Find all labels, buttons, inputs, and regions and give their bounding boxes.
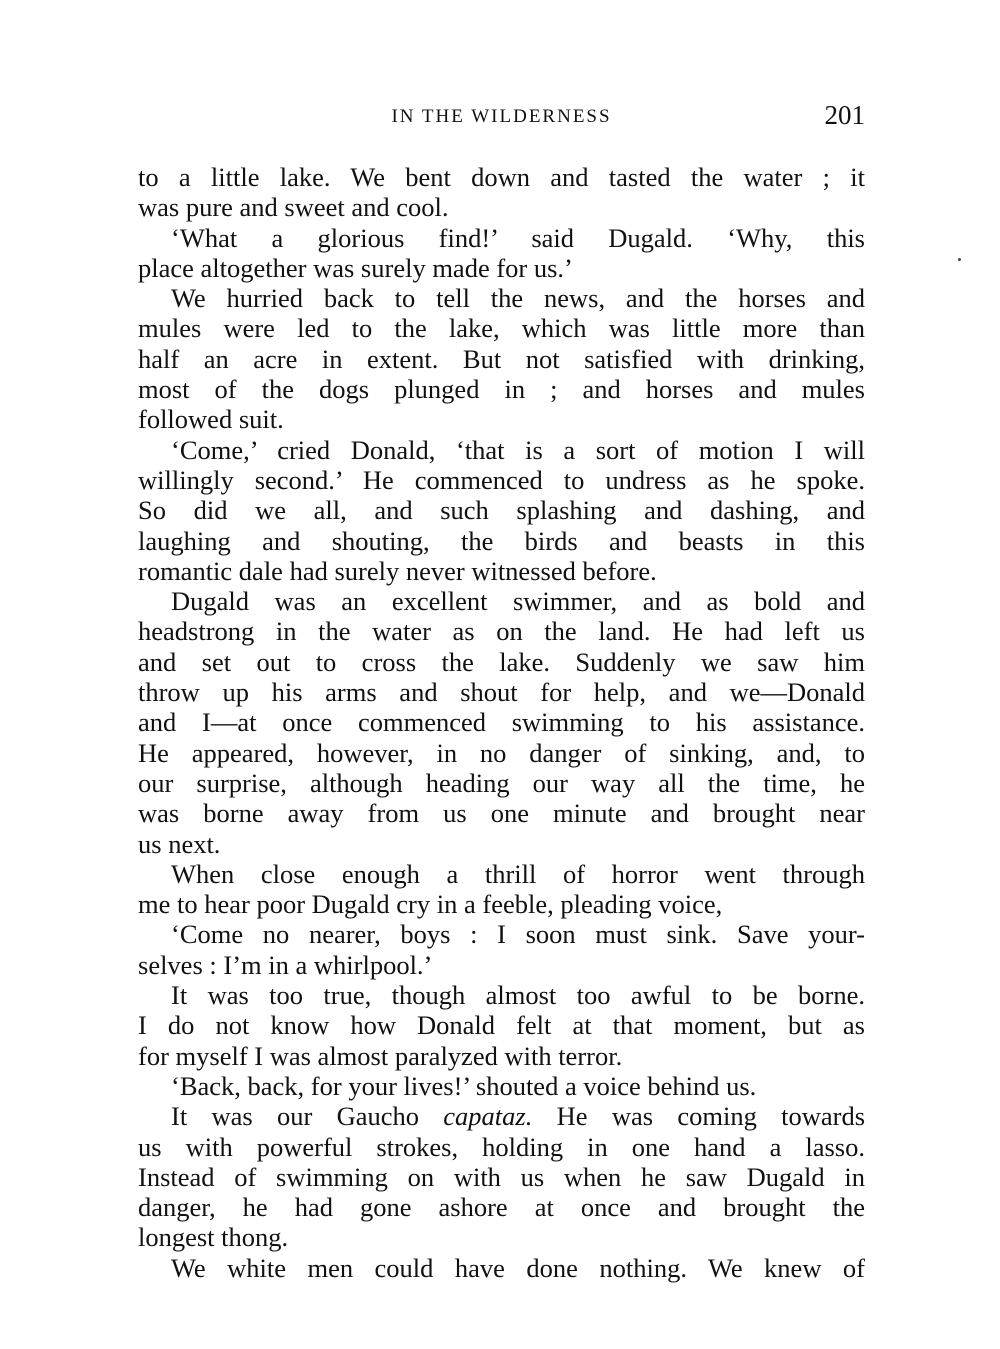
text-line: We hurried back to tell the news, and the horses and bbox=[171, 283, 865, 314]
text-line: and set out to cross the lake. Suddenly we saw him bbox=[138, 646, 865, 677]
text-line: Dugald was an excellent swimmer, and as bold and bbox=[171, 586, 865, 617]
running-head: IN THE WILDERNESS bbox=[391, 106, 612, 127]
text-line: ‘Come no nearer, boys : I soon must sink. Save your- bbox=[171, 919, 865, 950]
text-line: selves : I’m in a whirlpool.’ bbox=[138, 949, 433, 980]
text-line: me to hear poor Dugald cry in a feeble, pleading voice, bbox=[138, 889, 723, 920]
text-line: us with powerful strokes, holding in one hand a lasso. bbox=[138, 1131, 865, 1162]
text-line: throw up his arms and shout for help, and we—Donald bbox=[138, 677, 865, 708]
text-line: ‘Back, back, for your lives!’ shouted a voice behind us. bbox=[171, 1070, 757, 1101]
text-line: followed suit. bbox=[138, 404, 284, 435]
text-segment: He was coming towards bbox=[532, 1101, 866, 1132]
text-line: When close enough a thrill of horror went through bbox=[171, 858, 865, 889]
text-line: was borne away from us one minute and brought near bbox=[138, 798, 865, 829]
italic-term: capataz. bbox=[443, 1101, 533, 1132]
text-line: I do not know how Donald felt at that moment, but as bbox=[138, 1010, 865, 1041]
text-line: mules were led to the lake, which was little more than bbox=[138, 313, 865, 344]
text-line: place altogether was surely made for us.’ bbox=[138, 252, 573, 283]
text-line: So did we all, and such splashing and dashing, and bbox=[138, 495, 865, 526]
text-line: ‘Come,’ cried Donald, ‘that is a sort of motion I will bbox=[171, 434, 865, 465]
print-speck bbox=[958, 258, 961, 261]
page-number: 201 bbox=[824, 100, 865, 130]
text-line: danger, he had gone ashore at once and brought the bbox=[138, 1192, 865, 1223]
text-line: longest thong. bbox=[138, 1222, 289, 1253]
text-line: half an acre in extent. But not satisfied with drinking, bbox=[138, 343, 865, 374]
text-line: Instead of swimming on with us when he saw Dugald in bbox=[138, 1161, 865, 1192]
text-line: We white men could have done nothing. We knew of bbox=[171, 1252, 865, 1283]
text-line: was pure and sweet and cool. bbox=[138, 192, 449, 223]
text-line: ‘What a glorious find!’ said Dugald. ‘Why, this bbox=[171, 222, 865, 253]
text-line: us next. bbox=[138, 828, 221, 859]
text-line: for myself I was almost paralyzed with terror. bbox=[138, 1040, 623, 1071]
text-line: our surprise, although heading our way all the time, he bbox=[138, 767, 865, 798]
text-segment: It was our Gaucho bbox=[171, 1101, 444, 1132]
text-line: romantic dale had surely never witnessed before. bbox=[138, 555, 657, 586]
text-line: and I—at once commenced swimming to his assistance. bbox=[138, 707, 865, 738]
text-line: He appeared, however, in no danger of sinking, and, to bbox=[138, 737, 865, 768]
text-line bbox=[138, 1101, 865, 1131]
page-header bbox=[138, 100, 865, 140]
text-line: headstrong in the water as on the land. He had left us bbox=[138, 616, 865, 647]
text-line: willingly second.’ He commenced to undress as he spoke. bbox=[138, 464, 865, 495]
text-line: It was too true, though almost too awful to be borne. bbox=[171, 980, 865, 1011]
body-text bbox=[138, 162, 865, 1283]
text-line: most of the dogs plunged in ; and horses and mules bbox=[138, 374, 865, 405]
text-line: laughing and shouting, the birds and beasts in this bbox=[138, 525, 865, 556]
text-line: to a little lake. We bent down and tasted the water ; it bbox=[138, 162, 865, 192]
